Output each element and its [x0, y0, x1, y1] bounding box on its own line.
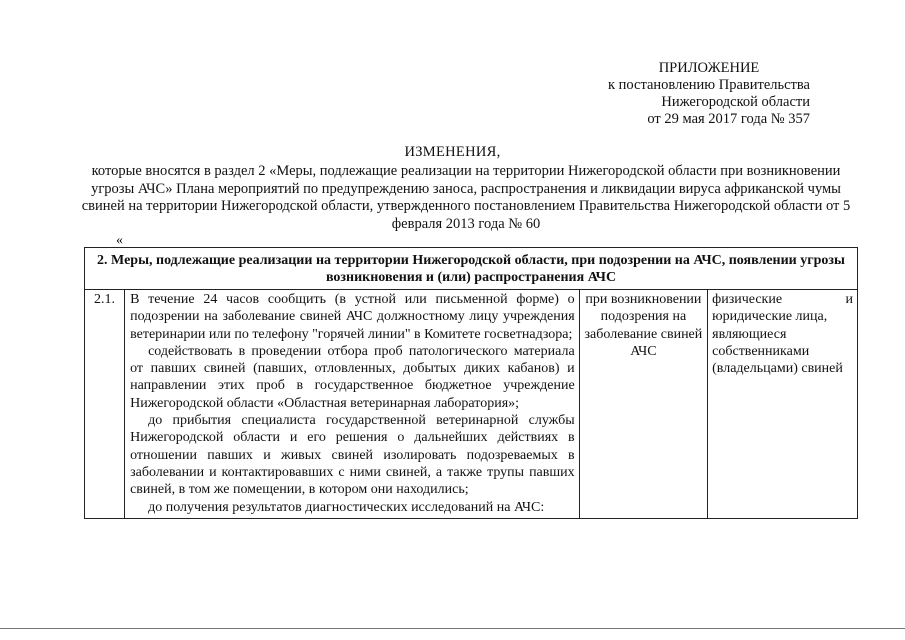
appendix-title: ПРИЛОЖЕНИЕ	[658, 60, 760, 76]
appendix-block	[510, 60, 810, 128]
appendix-line-3: от 29 мая 2017 года № 357	[647, 111, 810, 127]
measure-paragraph-1: В течение 24 часов сообщить (в устной или письменной форме) о подозрении на заболевание свиней АЧС должностному лицу учреждения ветеринарии или по телефону "горячей линии" в Комитете госветнадзора;	[130, 292, 575, 342]
table-row	[85, 290, 858, 519]
condition-cell: при возникновении подозрения на заболевание свиней АЧС	[579, 290, 707, 519]
intro-text: которые вносятся в раздел 2 «Меры, подлежащие реализации на территории Нижегородской области при возникновении угрозы АЧС» Плана мероприятий по предупреждению заноса, распространения и ликвидации вируса африканской чумы свиней на территории Нижегородской области, утвержденного постановлением Правительства Нижегородской области от 5 февраля 2013 года № 60	[81, 163, 851, 232]
appendix-line-1: к постановлению Правительства	[608, 77, 810, 93]
responsible-first-word: физические	[712, 292, 783, 307]
responsible-rest: юридические лица, являющиеся собственниками (владельцами) свиней	[712, 309, 843, 377]
measure-paragraph-4: до получения результатов диагностических исследований на АЧС:	[148, 499, 545, 515]
measure-text-cell	[125, 290, 580, 519]
changes-title: ИЗМЕНЕНИЯ,	[404, 144, 501, 160]
measures-table	[84, 247, 858, 519]
section-heading: 2. Меры, подлежащие реализации на территории Нижегородской области, при подозрении на АЧС, появлении угрозы возникновения и (или) распространения АЧС	[85, 248, 858, 290]
scan-edge-line	[0, 628, 905, 629]
responsible-second-word: и	[845, 292, 853, 307]
opening-quote-mark: «	[116, 233, 123, 248]
responsible-cell	[708, 290, 858, 519]
measure-paragraph-3: до прибытия специалиста государственной ветеринарной службы Нижегородской области и его решения о дальнейших действиях в отношении павших и живых свиней изолировать подозреваемых в заболевании и контактировавших с ними свиней, а также трупы павших свиней, в том же помещении, в котором они находились;	[130, 413, 575, 498]
table-heading-row	[85, 248, 858, 290]
appendix-line-2: Нижегородской области	[661, 94, 810, 110]
measure-paragraph-2: содействовать в проведении отбора проб патологического материала от павших свиней (павших, отловленных, добытых диких кабанов) и направлении этих проб в государственное бюджетное учреждение Нижегородской области «Областная ветеринарная лаборатория»;	[130, 343, 575, 411]
responsible-first-line	[712, 291, 853, 308]
row-number: 2.1.	[85, 290, 125, 519]
